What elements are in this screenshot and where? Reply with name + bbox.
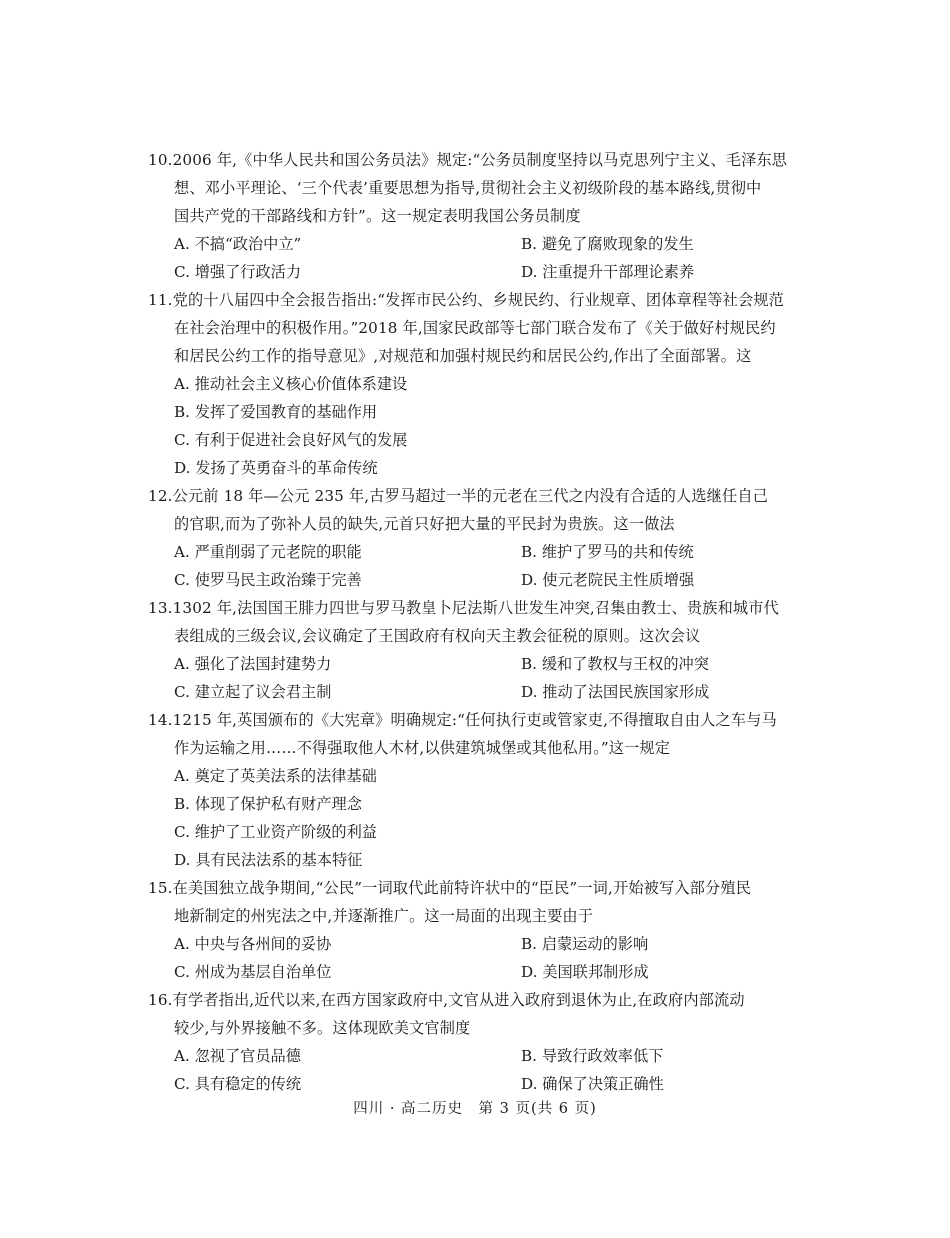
question-stem-line: 11.党的十八届四中全会报告指出:“发挥市民公约、乡规民约、行业规章、团体章程等社会规范 bbox=[148, 291, 784, 309]
option-b: B. 缓和了教权与王权的冲突 bbox=[521, 655, 709, 673]
question-stem-line: 14.1215 年,英国颁布的《大宪章》明确规定:“任何执行吏或管家吏,不得擅取自由人之车与马 bbox=[148, 711, 777, 729]
option-a: A. 忽视了官员品德 bbox=[174, 1047, 301, 1065]
question-stem-line: 的官职,而为了弥补人员的缺失,元首只好把大量的平民封为贵族。这一做法 bbox=[174, 515, 675, 533]
option-b: B. 导致行政效率低下 bbox=[521, 1047, 664, 1065]
question-stem-line: 较少,与外界接触不多。这体现欧美文官制度 bbox=[174, 1019, 471, 1037]
option-b: B. 体现了保护私有财产理念 bbox=[174, 795, 362, 813]
option-c: C. 维护了工业资产阶级的利益 bbox=[174, 823, 377, 841]
option-c: C. 建立起了议会君主制 bbox=[174, 683, 332, 701]
option-a: A. 中央与各州间的妥协 bbox=[174, 935, 332, 953]
option-a: A. 奠定了英美法系的法律基础 bbox=[174, 767, 377, 785]
option-d: D. 注重提升干部理论素养 bbox=[521, 263, 695, 281]
option-c: C. 具有稳定的传统 bbox=[174, 1075, 302, 1093]
option-a: A. 强化了法国封建势力 bbox=[174, 655, 332, 673]
option-d: D. 推动了法国民族国家形成 bbox=[521, 683, 710, 701]
question-number: 12. bbox=[148, 487, 173, 505]
question-stem-line: 想、邓小平理论、‘三个代表’重要思想为指导,贯彻社会主义初级阶段的基本路线,贯彻中 bbox=[174, 179, 762, 197]
question-stem-line: 15.在美国独立战争期间,“公民”一词取代此前特许状中的“臣民”一词,开始被写入部分殖民 bbox=[148, 879, 752, 897]
option-d: D. 具有民法法系的基本特征 bbox=[174, 851, 363, 869]
option-d: D. 使元老院民主性质增强 bbox=[521, 571, 695, 589]
question-stem-line: 国共产党的干部路线和方针”。这一规定表明我国公务员制度 bbox=[174, 207, 581, 225]
question-stem-line: 13.1302 年,法国国王腓力四世与罗马教皇卜尼法斯八世发生冲突,召集由教士、贵族和城市代 bbox=[148, 599, 779, 617]
option-c: C. 增强了行政活力 bbox=[174, 263, 302, 281]
option-a: A. 不搞“政治中立” bbox=[174, 235, 302, 253]
question-stem-line: 16.有学者指出,近代以来,在西方国家政府中,文官从进入政府到退休为止,在政府内部流动 bbox=[148, 991, 745, 1009]
option-b: B. 维护了罗马的共和传统 bbox=[521, 543, 694, 561]
question-stem-line: 和居民公约工作的指导意见》,对规范和加强村规民约和居民公约,作出了全面部署。这 bbox=[174, 347, 752, 365]
option-d: D. 确保了决策正确性 bbox=[521, 1075, 664, 1093]
option-b: B. 避免了腐败现象的发生 bbox=[521, 235, 694, 253]
option-c: C. 有利于促进社会良好风气的发展 bbox=[174, 431, 408, 449]
question-number: 16. bbox=[148, 991, 173, 1009]
option-a: A. 严重削弱了元老院的职能 bbox=[174, 543, 362, 561]
question-number: 13. bbox=[148, 599, 173, 617]
question-number: 14. bbox=[148, 711, 173, 729]
question-stem-line: 作为运输之用……不得强取他人木材,以供建筑城堡或其他私用。”这一规定 bbox=[174, 739, 671, 757]
option-b: B. 启蒙运动的影响 bbox=[521, 935, 649, 953]
option-d: D. 发扬了英勇奋斗的革命传统 bbox=[174, 459, 378, 477]
option-c: C. 使罗马民主政治臻于完善 bbox=[174, 571, 362, 589]
page-footer: 四川 · 高二历史 第 3 页(共 6 页) bbox=[353, 1101, 597, 1117]
question-stem-line: 10.2006 年,《中华人民共和国公务员法》规定:“公务员制度坚持以马克思列宁主义、毛泽东思 bbox=[148, 151, 788, 169]
question-stem-line: 12.公元前 18 年—公元 235 年,古罗马超过一半的元老在三代之内没有合适的人选继任自己 bbox=[148, 487, 769, 505]
option-a: A. 推动社会主义核心价值体系建设 bbox=[174, 375, 408, 393]
option-d: D. 美国联邦制形成 bbox=[521, 963, 649, 981]
question-number: 10. bbox=[148, 151, 173, 169]
question-stem-line: 地新制定的州宪法之中,并逐渐推广。这一局面的出现主要由于 bbox=[174, 907, 594, 925]
question-number: 11. bbox=[148, 291, 173, 309]
question-number: 15. bbox=[148, 879, 173, 897]
question-stem-line: 在社会治理中的积极作用。”2018 年,国家民政部等七部门联合发布了《关于做好村规民约 bbox=[174, 319, 776, 337]
question-stem-line: 表组成的三级会议,会议确定了王国政府有权向天主教会征税的原则。这次会议 bbox=[174, 627, 701, 645]
option-c: C. 州成为基层自治单位 bbox=[174, 963, 332, 981]
option-b: B. 发挥了爱国教育的基础作用 bbox=[174, 403, 378, 421]
